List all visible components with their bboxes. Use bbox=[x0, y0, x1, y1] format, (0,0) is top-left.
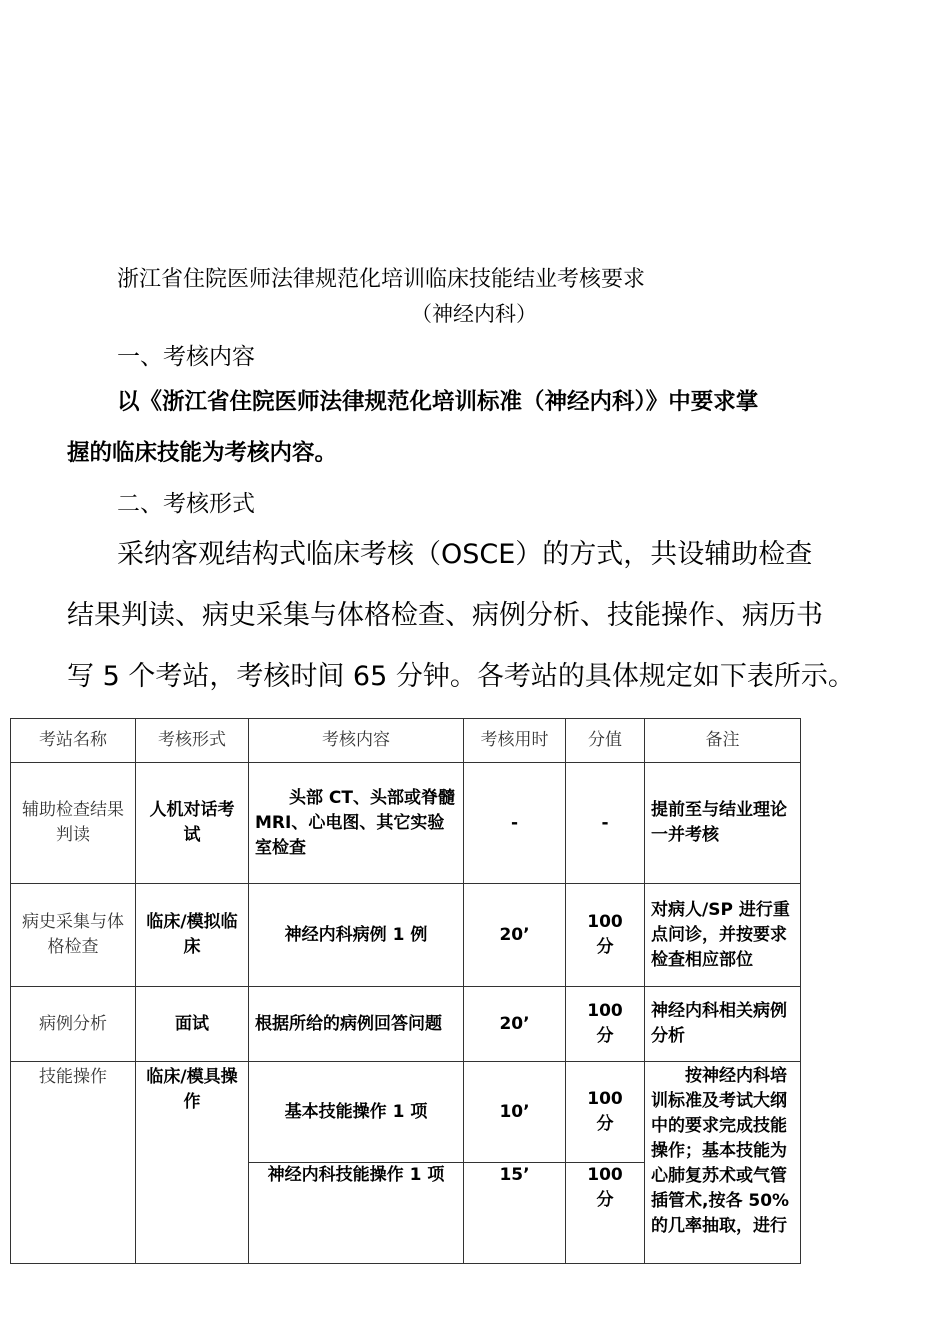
document-subtitle: （神经内科） bbox=[411, 302, 537, 326]
section2-body-line3: 写 5 个考站，考核时间 65 分钟。各考站的具体规定如下表所示。 bbox=[67, 661, 855, 692]
table-row bbox=[11, 987, 801, 1062]
section1-heading: 一、考核内容 bbox=[117, 344, 255, 370]
exam-time: 15’ bbox=[464, 1163, 566, 1264]
document-title: 浙江省住院医师法律规范化培训临床技能结业考核要求 bbox=[117, 267, 646, 292]
exam-content: 基本技能操作 1 项 bbox=[249, 1062, 464, 1163]
exam-content: 神经内科技能操作 1 项 bbox=[249, 1163, 464, 1264]
exam-score: - bbox=[566, 763, 645, 884]
exam-time: - bbox=[464, 763, 566, 884]
table-row bbox=[11, 763, 801, 884]
exam-note: 按神经内科培训标准及考试大纲中的要求完成技能操作；基本技能为心肺复苏术或气管插管术,按各 50%的几率抽取，进行 bbox=[645, 1062, 801, 1264]
exam-format: 临床/模拟临床 bbox=[136, 884, 249, 987]
exam-station-table bbox=[10, 718, 801, 1264]
table-row bbox=[11, 1062, 801, 1163]
header-note: 备注 bbox=[645, 719, 801, 763]
exam-time: 20’ bbox=[464, 987, 566, 1062]
exam-content: 神经内科病例 1 例 bbox=[249, 884, 464, 987]
exam-score: 100分 bbox=[566, 884, 645, 987]
station-name: 病例分析 bbox=[11, 987, 136, 1062]
exam-time: 10’ bbox=[464, 1062, 566, 1163]
exam-score: 100分 bbox=[566, 1163, 645, 1264]
section1-body-line1: 以《浙江省住院医师法律规范化培训标准（神经内科）》中要求掌 bbox=[117, 389, 759, 415]
header-score: 分值 bbox=[566, 719, 645, 763]
exam-content: 头部 CT、头部或脊髓 MRI、心电图、其它实验室检查 bbox=[249, 763, 464, 884]
section2-body-line2: 结果判读、病史采集与体格检查、病例分析、技能操作、病历书 bbox=[67, 600, 823, 631]
header-station: 考站名称 bbox=[11, 719, 136, 763]
exam-score: 100分 bbox=[566, 987, 645, 1062]
section2-heading: 二、考核形式 bbox=[117, 491, 255, 517]
header-format: 考核形式 bbox=[136, 719, 249, 763]
section2-body-line1: 采纳客观结构式临床考核（OSCE）的方式，共设辅助检查 bbox=[117, 539, 813, 570]
exam-content: 根据所给的病例回答问题 bbox=[249, 987, 464, 1062]
exam-score: 100分 bbox=[566, 1062, 645, 1163]
station-name: 技能操作 bbox=[11, 1062, 136, 1264]
exam-note: 提前至与结业理论一并考核 bbox=[645, 763, 801, 884]
exam-time: 20’ bbox=[464, 884, 566, 987]
table-header-row bbox=[11, 719, 801, 763]
exam-format: 面试 bbox=[136, 987, 249, 1062]
table-row bbox=[11, 884, 801, 987]
exam-format: 人机对话考试 bbox=[136, 763, 249, 884]
exam-note: 对病人/SP 进行重点问诊，并按要求检查相应部位 bbox=[645, 884, 801, 987]
header-time: 考核用时 bbox=[464, 719, 566, 763]
header-content: 考核内容 bbox=[249, 719, 464, 763]
station-name: 辅助检查结果判读 bbox=[11, 763, 136, 884]
exam-format: 临床/模具操作 bbox=[136, 1062, 249, 1264]
exam-note: 神经内科相关病例分析 bbox=[645, 987, 801, 1062]
section1-body-line2: 握的临床技能为考核内容。 bbox=[67, 440, 338, 466]
station-name: 病史采集与体格检查 bbox=[11, 884, 136, 987]
